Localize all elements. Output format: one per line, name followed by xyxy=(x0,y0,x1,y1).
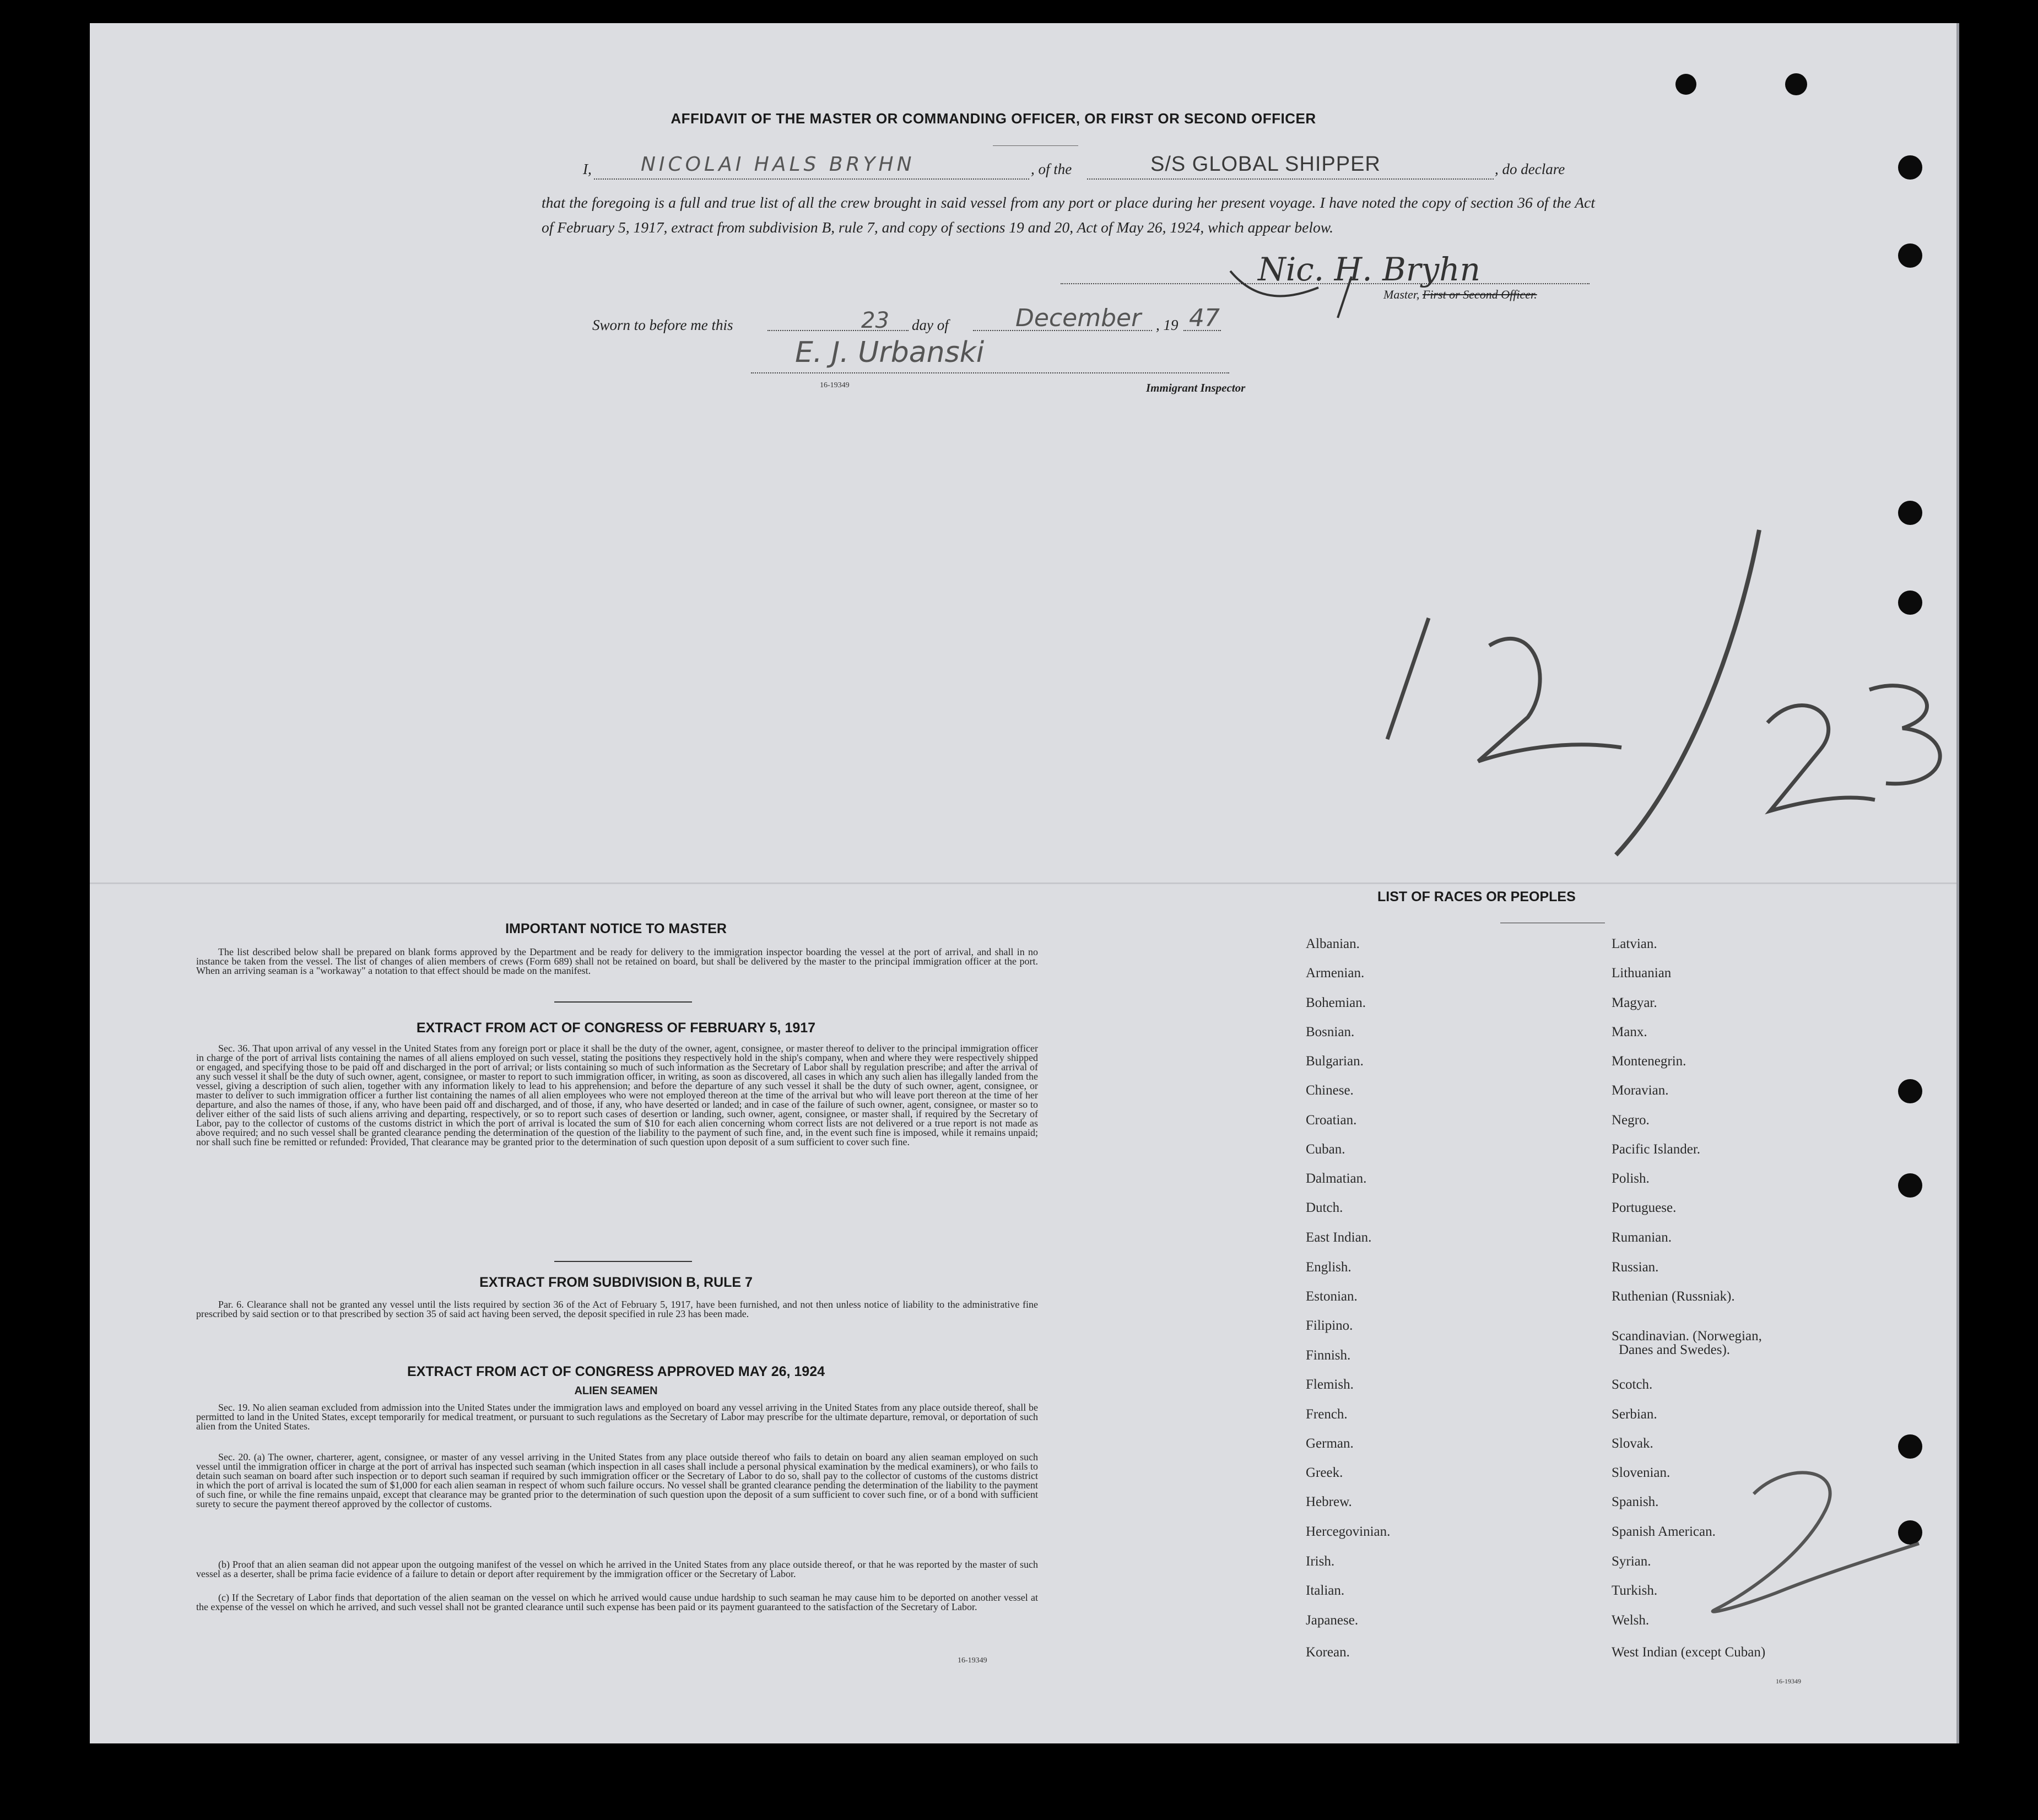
race-item: Bosnian. xyxy=(1306,1025,1355,1039)
form-number-left: 16-19349 xyxy=(958,1656,987,1665)
race-item: Flemish. xyxy=(1306,1377,1354,1392)
race-item: Turkish. xyxy=(1612,1583,1658,1598)
handwritten-date-drawing xyxy=(1280,502,1969,943)
master-label xyxy=(1383,288,1537,302)
year-prefix: , 19 xyxy=(1156,317,1179,333)
races-title: LIST OF RACES OR PEOPLES xyxy=(1377,889,1576,904)
form-number-right: 16-19349 xyxy=(1776,1677,1801,1685)
subdivision-title: EXTRACT FROM SUBDIVISION B, RULE 7 xyxy=(479,1275,753,1290)
subdivision-text: Par. 6. Clearance shall not be granted any vessel until the lists required by section 36 of the Act of February 5, 1917, have been furnished, and not then unless notice of liability to the administrative fine prescribed by said section or to that prescribed by section 35 of said act having been served, the deposit specified in rule 23 has been made. xyxy=(196,1299,1038,1319)
inspector-signature: E. J. Urbanski xyxy=(795,336,985,369)
handwritten-number-drawing xyxy=(1666,1444,1930,1626)
extract-1924-title: EXTRACT FROM ACT OF CONGRESS APPROVED MAY 26, 1924 xyxy=(407,1364,825,1379)
sec20c-text: (c) If the Secretary of Labor finds that deportation of the alien seaman on the vessel on which he arrived would cause undue hardship to such seaman he may cause him to be deported on another vessel at the expense of the vessel on which he arrived, and such vessel shall not be granted clearance until such expense has been paid or its payment guaranteed to the satisfaction of the Secretary of Labor. xyxy=(196,1592,1038,1612)
of-the-label: , of the xyxy=(1031,161,1072,177)
race-item: Syrian. xyxy=(1612,1554,1651,1569)
race-item: Croatian. xyxy=(1306,1113,1357,1128)
race-item: Italian. xyxy=(1306,1583,1345,1598)
title-rule xyxy=(993,145,1078,146)
sec20b-text: (b) Proof that an alien seaman did not appear upon the outgoing manifest of the vessel on which he arrived in the United States from any place outside thereof, or that he was reported by the master of such vessel as a deserter, shall be prima facie evidence of a failure to detain or deport after requirement by the immigration officer or the Secretary of Labor. xyxy=(196,1559,1038,1579)
race-item: Spanish American. xyxy=(1612,1524,1716,1539)
struck-officer-label: First or Second Officer. xyxy=(1422,288,1537,301)
race-item: Scotch. xyxy=(1612,1377,1653,1392)
vessel-name: S/S GLOBAL SHIPPER xyxy=(1150,153,1381,176)
sworn-day: 23 xyxy=(861,308,889,333)
race-item: Dutch. xyxy=(1306,1200,1343,1215)
race-item: East Indian. xyxy=(1306,1230,1372,1245)
extract-1917-text: Sec. 36. That upon arrival of any vessel in the United States from any foreign port or place it shall be the duty of the owner, agent, consignee, or master thereof to deliver to the principal immigration officer in charge of the port of arrival lists containing the names of all aliens employed on such vessel, stating the positions they respectively hold in the ship's company, when and where they were respectively shipped or engaged, and specifying those to be paid off and discharged in the port of arrival; or lists containing so much of such information as the Secretary of Labor shall by regulation prescribe; and after the arrival of any such vessel it shall be the duty of such owner, agent, consignee, or master to report to such immigration officer, in writing, as soon as discovered, all cases in which any such alien has illegally landed from the vessel, giving a description of such alien, together with any information likely to lead to his apprehension; and before the departure of any such vessel it shall be the duty of such owner, agent, consignee, or master to deliver to such immigration officer a further list containing the names of all alien employees who were not employed thereon at the time of the arrival but who will leave port thereon at the time of her departure, and also the names of those, if any, who have been paid off and discharged, and of those, if any, who have deserted or landed; and in case of the failure of such owner, agent, consignee, or master so to deliver either of the said lists of such aliens arriving and departing, respectively, or so to report such cases of desertion or landing, such owner, agent, consignee, or master shall, if required by the Secretary of Labor, pay to the collector of customs of the customs district in which the port of arrival is located the sum of $10 for each alien concerning whom correct lists are not delivered or a true report is not made as above required; and no such vessel shall be granted clearance pending the determination of the question of the liability to the payment of such fine, and, in the event such fine is imposed, while it remains unpaid; nor shall such fine be remitted or refunded: Provided, That clearance may be granted prior to the determination of such question upon deposit of a sum sufficient to cover such fine. xyxy=(196,1043,1038,1147)
punch-hole xyxy=(1898,1173,1922,1198)
race-item: Rumanian. xyxy=(1612,1230,1672,1245)
race-item: German. xyxy=(1306,1436,1354,1451)
race-item: Moravian. xyxy=(1612,1083,1669,1098)
race-item: Negro. xyxy=(1612,1113,1650,1128)
race-item: English. xyxy=(1306,1260,1352,1275)
race-item: Bulgarian. xyxy=(1306,1054,1364,1069)
race-item: Slovak. xyxy=(1612,1436,1653,1451)
race-item: Polish. xyxy=(1612,1171,1650,1186)
notice-title: IMPORTANT NOTICE TO MASTER xyxy=(505,921,727,936)
race-item: Ruthenian (Russniak). xyxy=(1612,1289,1735,1304)
sworn-month: December xyxy=(1015,304,1142,332)
race-item: Armenian. xyxy=(1306,966,1365,981)
race-item: Latvian. xyxy=(1612,936,1657,951)
race-item: Greek. xyxy=(1306,1465,1343,1480)
race-item: Pacific Islander. xyxy=(1612,1142,1701,1157)
race-item: Portuguese. xyxy=(1612,1200,1677,1215)
race-item: Scandinavian. (Norwegian, xyxy=(1612,1329,1762,1344)
race-item: Slovenian. xyxy=(1612,1465,1671,1480)
i-label: I, xyxy=(583,161,592,177)
sec20a-text: Sec. 20. (a) The owner, charterer, agent, consignee, or master of any vessel arriving in the United States from any place outside thereof who fails to detain on board any alien seaman employed on such vessel until the immigration officer in charge at the port of arrival has inspected such seaman (which inspection in all cases shall include a personal physical examination by the medical examiners), or who fails to detain such seaman on board after such inspection or to deport such seaman if required by such immigration officer or the Secretary of Labor to do so, shall pay to the collector of customs of the customs district in which the port of arrival is located the sum of $1,000 for each alien seaman in respect of whom such failure occurs. No vessel shall be granted clearance pending the determination of the liability to the payment of such fine, or while the fine remains unpaid, except that clearance may be granted prior to the determination of such question upon the deposit of a sum sufficient to cover such fine, or of a bond with sufficient surety to secure the payment thereof approved by the collector of customs. xyxy=(196,1451,1038,1509)
race-item: Japanese. xyxy=(1306,1613,1359,1628)
race-item: Albanian. xyxy=(1306,936,1360,951)
race-item: Danes and Swedes). xyxy=(1619,1342,1731,1357)
punch-hole xyxy=(1675,74,1696,95)
race-item: Dalmatian. xyxy=(1306,1171,1367,1186)
divider xyxy=(554,1261,692,1262)
race-item: Filipino. xyxy=(1306,1318,1353,1333)
race-item: Manx. xyxy=(1612,1025,1647,1039)
inspector-line xyxy=(751,371,1229,373)
race-item: Welsh. xyxy=(1612,1613,1650,1628)
punch-hole xyxy=(1898,155,1922,180)
day-of-label: day of xyxy=(912,317,949,333)
inspector-label: Immigrant Inspector xyxy=(1146,381,1246,394)
race-item: Irish. xyxy=(1306,1554,1335,1569)
race-item: Estonian. xyxy=(1306,1289,1358,1304)
race-item: Montenegrin. xyxy=(1612,1054,1686,1069)
notice-text: The list described below shall be prepared on blank forms approved by the Department and be ready for delivery to the immigration inspector boarding the vessel at the port of arrival, and shall in no instance be taken from the vessel. The list of changes of alien members of crews (Form 689) shall not be retained on board, but shall be delivered by the master to the principal immigration officer at the port. When an arriving seaman is a "workaway" a notation to that effect should be made on the manifest. xyxy=(196,946,1038,976)
race-item: Russian. xyxy=(1612,1260,1659,1275)
master-signature: Nic. H. Bryhn xyxy=(1258,251,1480,288)
form-number-top: 16-19349 xyxy=(820,381,850,389)
punch-hole xyxy=(1898,243,1922,268)
affidavit-body: that the foregoing is a full and true list of all the crew brought in said vessel from any port or place during her present voyage. I have noted the copy of section 36 of the Act of February 5, 1917, extract from subdivision B, rule 7, and copy of sections 19 and 20, Act of May 26, 1924, which appear below. xyxy=(542,194,1595,236)
signature-flourish xyxy=(1225,254,1401,321)
document-sheet xyxy=(90,23,1959,1743)
race-item: Bohemian. xyxy=(1306,995,1366,1010)
divider xyxy=(554,1001,692,1003)
sworn-label: Sworn to before me this xyxy=(592,317,733,333)
race-item: Chinese. xyxy=(1306,1083,1354,1098)
race-item: Hercegovinian. xyxy=(1306,1524,1391,1539)
master-name: NICOLAI HALS BRYHN xyxy=(641,153,915,176)
do-declare-label: , do declare xyxy=(1495,161,1565,177)
race-item: Serbian. xyxy=(1612,1407,1657,1422)
master-word: Master, xyxy=(1383,288,1420,301)
race-item: Magyar. xyxy=(1612,995,1657,1010)
race-item: West Indian (except Cuban) xyxy=(1612,1645,1766,1660)
extract-1917-title: EXTRACT FROM ACT OF CONGRESS OF FEBRUARY 5, 1917 xyxy=(416,1020,816,1036)
punch-hole xyxy=(1898,1079,1922,1103)
race-item: Cuban. xyxy=(1306,1142,1345,1157)
race-item: French. xyxy=(1306,1407,1348,1422)
race-item: Finnish. xyxy=(1306,1348,1351,1363)
punch-hole xyxy=(1785,73,1807,95)
sworn-year: 47 xyxy=(1189,304,1220,332)
race-item: Korean. xyxy=(1306,1645,1350,1660)
race-item: Lithuanian xyxy=(1612,966,1672,981)
alien-seamen-subtitle: ALIEN SEAMEN xyxy=(574,1385,658,1397)
race-item: Spanish. xyxy=(1612,1494,1659,1509)
race-item: Hebrew. xyxy=(1306,1494,1352,1509)
affidavit-title: AFFIDAVIT OF THE MASTER OR COMMANDING OFFICER, OR FIRST OR SECOND OFFICER xyxy=(671,110,1316,127)
sec19-text: Sec. 19. No alien seaman excluded from admission into the United States under the immigration laws and employed on board any vessel arriving in the United States from any place outside thereof, shall be permitted to land in the United States, except temporarily for medical treatment, or pursuant to such regulations as the Secretary of Labor may prescribe for the ultimate departure, removal, or deportation of such alien from the United States. xyxy=(196,1402,1038,1432)
